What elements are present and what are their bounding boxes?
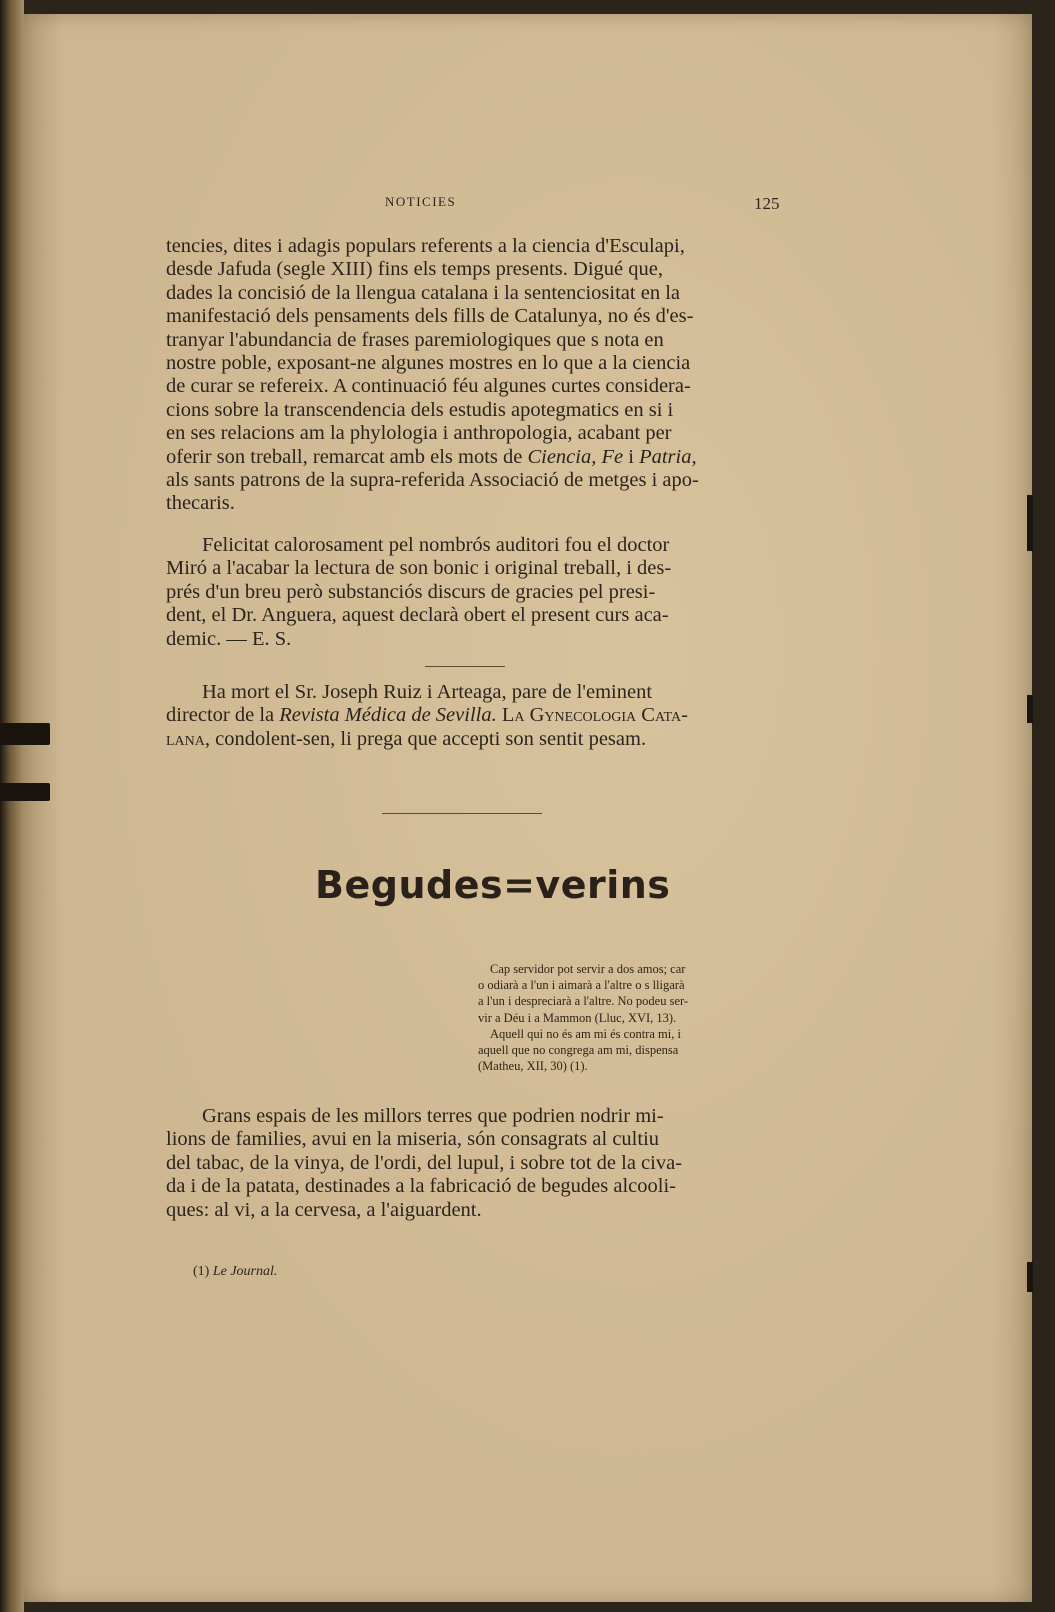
text-line: dades la concisió de la llengua catalana i la sentenciositat en la: [166, 281, 680, 304]
epigraph-line: Cap servidor pot servir a dos amos; car: [490, 962, 686, 976]
epigraph-line: Aquell qui no és am mi és contra mi, i: [490, 1026, 681, 1041]
section-divider: [382, 813, 542, 814]
text-line: als sants patrons de la supra-referida Associació de metges i apo-: [166, 469, 699, 492]
epigraph-line: (Matheu, XII, 30) (1).: [478, 1059, 588, 1074]
article-title: Begudes=verins: [315, 863, 671, 907]
paragraph-3: [166, 681, 762, 751]
text-line: demic. — E. S.: [166, 627, 292, 650]
text-line: tencies, dites i adagis populars referents a la ciencia d'Esculapi,: [166, 235, 685, 257]
text-line: del tabac, de la vinya, de l'ordi, del lupul, i sobre tot de la civa-: [166, 1151, 683, 1174]
text-line: de curar se refereix. A continuació féu algunes curtes considera-: [166, 375, 691, 398]
text-line: Miró a l'acabar la lectura de son bonic i original treball, i des-: [166, 557, 672, 580]
footnote-text: Le Journal.: [212, 1264, 278, 1279]
text-line: prés d'un breu però substanciós discurs de gracies pel presi-: [166, 580, 656, 603]
text-line: [166, 446, 762, 469]
text-line: Felicitat calorosament pel nombrós auditori fou el doctor: [202, 534, 670, 556]
text-line: en ses relacions am la phylologia i anthropologia, acabant per: [166, 422, 672, 445]
footnote-marker: (1): [193, 1264, 210, 1279]
article-body: [166, 1105, 762, 1222]
text-line: da i de la patata, destinades a la fabricació de begudes alcooli-: [166, 1175, 676, 1198]
text-line: lions de families, avui en la miseria, són consagrats al cultiu: [166, 1128, 660, 1151]
paragraph-2: [166, 534, 762, 651]
text-line: [166, 704, 762, 727]
section-divider: [425, 666, 505, 667]
page-number: 125: [754, 194, 780, 213]
journal-name: lana,: [166, 727, 211, 750]
epigraph-line: o odiarà a l'un i aimarà a l'altre o s lligarà: [478, 978, 685, 993]
italic-patria: Patria,: [639, 445, 697, 468]
footnote: [193, 1264, 277, 1280]
text-line: [166, 728, 762, 751]
text-line: desde Jafuda (segle XIII) fins els temps presents. Digué que,: [166, 258, 663, 281]
text-span: oferir son treball, remarcat amb els mots de: [166, 445, 528, 468]
epigraph-line: a l'un i despreciarà a l'altre. No podeu ser-: [478, 994, 689, 1009]
text-line: thecaris.: [166, 492, 235, 515]
journal-title: Revista Médica de Sevilla.: [279, 704, 497, 727]
paragraph-1: [166, 235, 762, 516]
running-head: NOTICIES: [385, 194, 457, 209]
epigraph-line: aquell que no congrega am mi, dispensa: [478, 1043, 679, 1058]
text-line: Ha mort el Sr. Joseph Ruiz i Arteaga, pare de l'eminent: [202, 681, 653, 703]
journal-name: La Gynecologia Cata-: [496, 704, 688, 727]
text-span: i: [623, 445, 640, 468]
text-line: ques: al vi, a la cervesa, a l'aiguardent.: [166, 1198, 482, 1221]
text-line: nostre poble, exposant-ne algunes mostres en lo que a la ciencia: [166, 352, 691, 375]
text-line: manifestació dels pensaments dels fills de Catalunya, no és d'es-: [166, 305, 694, 328]
text-span: condolent-sen, li prega que accepti son sentit pesam.: [210, 727, 647, 750]
text-line: dent, el Dr. Anguera, aquest declarà obert el present curs aca-: [166, 604, 669, 627]
italic-ciencia: Ciencia,: [527, 445, 597, 468]
text-span: director de la: [166, 704, 280, 727]
text-line: Grans espais de les millors terres que podrien nodrir mi-: [202, 1105, 664, 1127]
epigraph: [478, 961, 760, 1074]
italic-fe: Fe: [601, 445, 624, 468]
text-line: cions sobre la transcendencia dels estudis apotegmatics en si i: [166, 398, 674, 421]
text-line: tranyar l'abundancia de frases paremiologiques que s nota en: [166, 328, 664, 351]
epigraph-line: vir a Déu i a Mammon (Lluc, XVI, 13).: [478, 1010, 677, 1025]
